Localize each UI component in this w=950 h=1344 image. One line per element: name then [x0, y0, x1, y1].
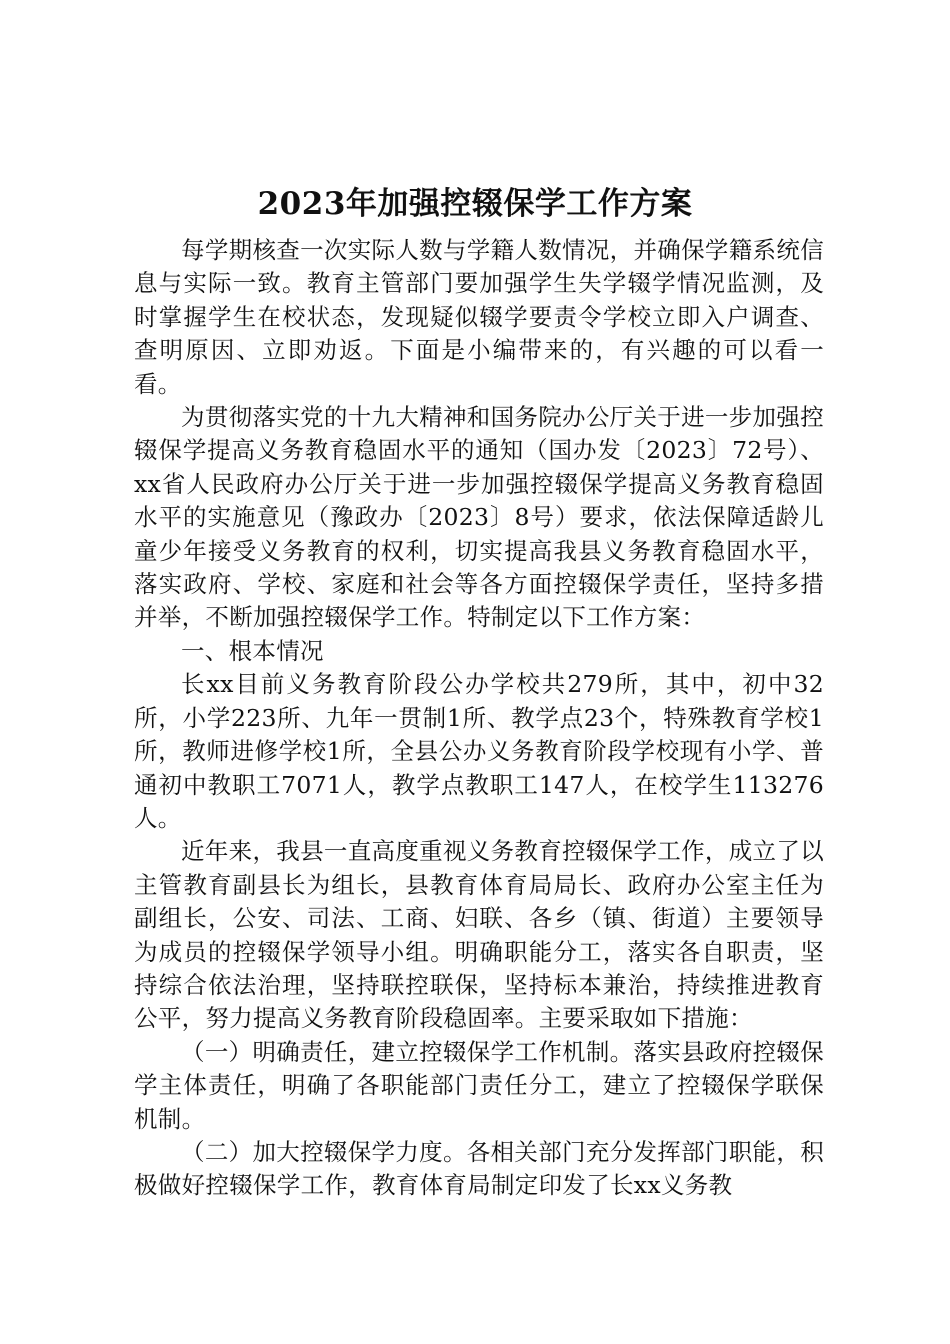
paragraph-purpose: 为贯彻落实党的十九大精神和国务院办公厅关于进一步加强控辍保学提高义务教育稳固水平的通知（国办发〔2023〕72号）、xx省人民政府办公厅关于进一步加强控辍保学提高义务教育稳固水平的实施意见（豫政办〔2023〕8号）要求，依法保障适龄儿童少年接受义务教育的权利，切实提高我县义务教育稳固水平，落实政府、学校、家庭和社会等各方面控辍保学责任，坚持多措并举，不断加强控辍保学工作。特制定以下工作方案：	[134, 403, 824, 632]
document-body	[134, 234, 824, 1203]
paragraph-measure-2: （二）加大控辍保学力度。各相关部门充分发挥部门职能，积极做好控辍保学工作，教育体育局制定印发了长xx义务教	[134, 1137, 824, 1200]
paragraph-intro: 每学期核查一次实际人数与学籍人数情况，并确保学籍系统信息与实际一致。教育主管部门要加强学生失学辍学情况监测，及时掌握学生在校状态，发现疑似辍学要责令学校立即入户调查、查明原因、立即劝返。下面是小编带来的，有兴趣的可以看一看。	[134, 236, 824, 398]
section-heading-basic-situation: 一、根本情况	[181, 636, 324, 665]
document-title: 2023年加强控辍保学工作方案	[257, 186, 693, 222]
paragraph-school-statistics: 长xx目前义务教育阶段公办学校共279所，其中，初中32所，小学223所、九年一贯制1所、教学点23个，特殊教育学校1所，教师进修学校1所，全县公办义务教育阶段学校现有小学、普通初中教职工7071人，教学点教职工147人，在校学生113276人。	[134, 670, 824, 832]
paragraph-recent-work: 近年来，我县一直高度重视义务教育控辍保学工作，成立了以主管教育副县长为组长，县教育体育局局长、政府办公室主任为副组长，公安、司法、工商、妇联、各乡（镇、街道）主要领导为成员的控辍保学领导小组。明确职能分工，落实各自职责，坚持综合依法治理，坚持联控联保，坚持标本兼治，持续推进教育公平，努力提高义务教育阶段稳固率。主要采取如下措施：	[134, 837, 824, 1033]
paragraph-measure-1: （一）明确责任，建立控辍保学工作机制。落实县政府控辍保学主体责任，明确了各职能部门责任分工，建立了控辍保学联保机制。	[134, 1037, 824, 1133]
